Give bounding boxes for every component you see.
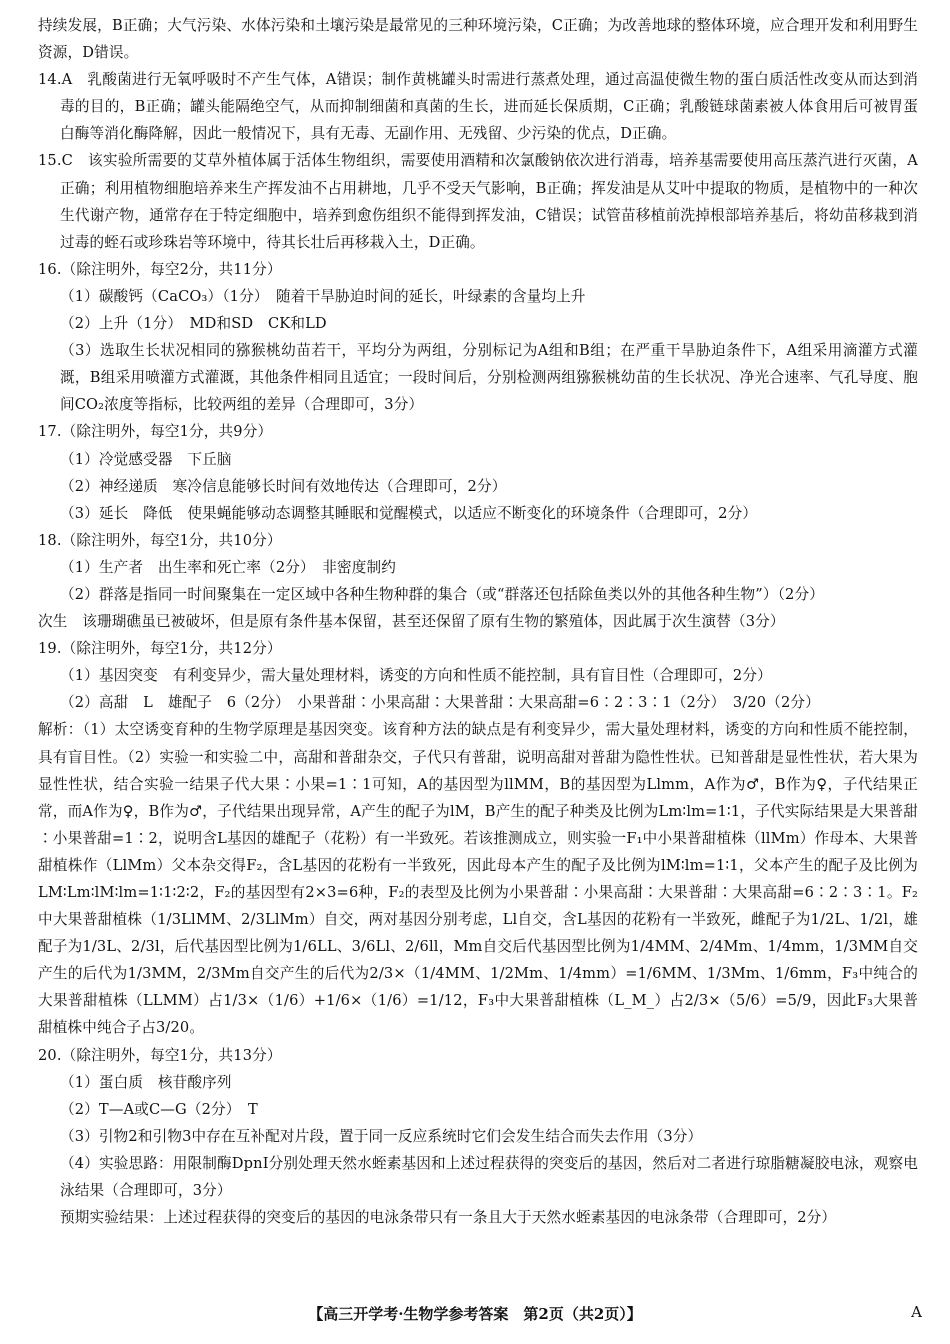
answer-17-1: （1）冷觉感受器 下丘脑 xyxy=(60,450,232,468)
answer-18-2-cont: 次生 该珊瑚礁虽已被破坏，但是原有条件基本保留，甚至还保留了原有生物的繁殖体，因此属于次生演替（3分） xyxy=(38,613,785,631)
answer-16-2: （2）上升（1分） MD和SD CK和LD xyxy=(60,315,327,333)
answer-16-3: （3）选取生长状况相同的猕猴桃幼苗若干，平均分为两组，分别标记为A组和B组；在严重干旱胁迫条件下，A组采用滴灌方式灌溉，B组采用喷灌方式灌溉，其他条件相同且适宜；一段时间后，分别检测两组猕猴桃幼苗的生长状况、净光合速率、气孔导度、胞间CO₂浓度等指标，比较两组的差异（合理即可，3分） xyxy=(60,342,918,414)
answer-19-2: （2）高甜 L 雄配子 6（2分） 小果普甜∶小果高甜∶大果普甜∶大果高甜=6∶2∶3∶1（2分） 3/20（2分） xyxy=(60,694,820,712)
version-mark: A xyxy=(911,1303,922,1321)
answer-20-2: （2）T—A或C—G（2分） T xyxy=(60,1100,258,1118)
answer-20-3: （3）引物2和引物3中存在互补配对片段，置于同一反应系统时它们会发生结合而失去作用（3分） xyxy=(60,1127,703,1145)
question-18-header: 18.（除注明外，每空1分，共10分） xyxy=(38,531,282,549)
question-16-header: 16.（除注明外，每空2分，共11分） xyxy=(38,260,282,278)
answer-18-2: （2）群落是指同一时间聚集在一定区域中各种生物种群的集合（或“群落还包括除鱼类以外的其他各种生物”）（2分） xyxy=(60,585,824,603)
answer-19-1: （1）基因突变 有利变异少，需大量处理材料，诱变的方向和性质不能控制，具有盲目性（合理即可，2分） xyxy=(60,667,772,685)
analysis-19: 解析：（1）太空诱变育种的生物学原理是基因突变。该育种方法的缺点是有利变异少，需大量处理材料，诱变的方向和性质不能控制，具有盲目性。（2）实验一和实验二中，高甜和普甜杂交，子代只有普甜，说明高甜对普甜为隐性性状。已知普甜是显性性状，若大果为显性性状，结合实验一结果子代大果∶小果=1∶1可知，A的基因型为llMM，B的基因型为Llmm，A作为♂，B作为♀，子代结果正常，而A作为♀，B作为♂，子代结果出现异常，A产生的配子为lM，B产生的配子种类及比例为Lm∶lm=1∶1，子代实际结果是大果普甜∶小果普甜=1∶2，说明含L基因的雄配子（花粉）有一半致死。若该推测成立，则实验一F₁中小果普甜植株（llMm）作母本、大果普甜植株作（LlMm）父本杂交得F₂，含L基因的花粉有一半致死，因此母本产生的配子及比例为lM∶lm=1∶1，父本产生的配子及比例为LM∶Lm∶lM∶lm=1∶1∶2∶2，F₂的基因型有2×3=6种，F₂的表型及比例为小果普甜∶小果高甜∶大果普甜∶大果高甜=6∶2∶3∶1。F₂中大果普甜植株（1/3LlMM、2/3LlMm）自交，两对基因分别考虑，Ll自交，含L基因的花粉有一半致死，雌配子为1/2L、1/2l，雄配子为1/3L、2/3l，后代基因型比例为1/6LL、3/6Ll、2/6ll，Mm自交后代基因型比例为1/4MM、2/4Mm、1/4mm，1/3MM自交产生的后代为1/3MM，2/3Mm自交产生的后代为2/3×（1/4MM、1/2Mm、1/4mm）=1/6MM、1/3Mm、1/6mm，F₃中纯合的大果普甜植株（LLMM）占1/3×（1/6）+1/6×（1/6）=1/12，F₃中大果普甜植株（L_M_）占2/3×（5/6）=5/9，因此F₃大果普甜植株中纯合子占3/20。 xyxy=(38,721,918,1037)
question-19-header: 19.（除注明外，每空1分，共12分） xyxy=(38,640,282,658)
answer-16-1: （1）碳酸钙（CaCO₃）（1分） 随着干旱胁迫时间的延长，叶绿素的含量均上升 xyxy=(60,287,586,305)
answer-content xyxy=(38,12,918,1231)
answer-15: 15.C 该实验所需要的艾草外植体属于活体生物组织，需要使用酒精和次氯酸钠依次进行消毒，培养基需要使用高压蒸汽进行灭菌，A正确；利用植物细胞培养来生产挥发油不占用耕地，几乎不受天气影响，B正确；挥发油是从艾叶中提取的物质，是植物中的一种次生代谢产物，通常存在于特定细胞中，培养到愈伤组织不能得到挥发油，C错误；试管苗移植前洗掉根部培养基后，将幼苗移栽到消过毒的蛭石或珍珠岩等环境中，待其长壮后再移栽入土，D正确。 xyxy=(38,152,918,251)
answer-20-4: （4）实验思路：用限制酶DpnⅠ分别处理天然水蛭素基因和上述过程获得的突变后的基因，然后对二者进行琼脂糖凝胶电泳，观察电泳结果（合理即可，3分） xyxy=(60,1154,918,1200)
answer-17-2: （2）神经递质 寒冷信息能够长时间有效地传达（合理即可，2分） xyxy=(60,477,507,495)
answer-14: 14.A 乳酸菌进行无氧呼吸时不产生气体，A错误；制作黄桃罐头时需进行蒸煮处理，通过高温使微生物的蛋白质活性改变从而达到消毒的目的，B正确；罐头能隔绝空气，从而抑制细菌和真菌的生长，进而延长保质期，C正确；乳酸链球菌素被人体食用后可被胃蛋白酶等消化酶降解，因此一般情况下，具有无毒、无副作用、无残留、少污染的优点，D正确。 xyxy=(38,71,918,143)
question-17-header: 17.（除注明外，每空1分，共9分） xyxy=(38,423,273,441)
text-line: 持续发展，B正确；大气污染、水体污染和土壤污染是最常见的三种环境污染，C正确；为改善地球的整体环境，应合理开发和利用野生资源，D错误。 xyxy=(38,17,918,62)
answer-18-1: （1）生产者 出生率和死亡率（2分） 非密度制约 xyxy=(60,558,396,576)
answer-17-3: （3）延长 降低 使果蝇能够动态调整其睡眠和觉醒模式，以适应不断变化的环境条件（合理即可，2分） xyxy=(60,504,758,522)
answer-20-1: （1）蛋白质 核苷酸序列 xyxy=(60,1073,232,1091)
answer-20-result: 预期实验结果：上述过程获得的突变后的基因的电泳条带只有一条且大于天然水蛭素基因的电泳条带（合理即可，2分） xyxy=(60,1209,837,1227)
page-footer: 【高三开学考·生物学参考答案 第2页（共2页）】 xyxy=(308,1305,642,1323)
question-20-header: 20.（除注明外，每空1分，共13分） xyxy=(38,1046,282,1064)
